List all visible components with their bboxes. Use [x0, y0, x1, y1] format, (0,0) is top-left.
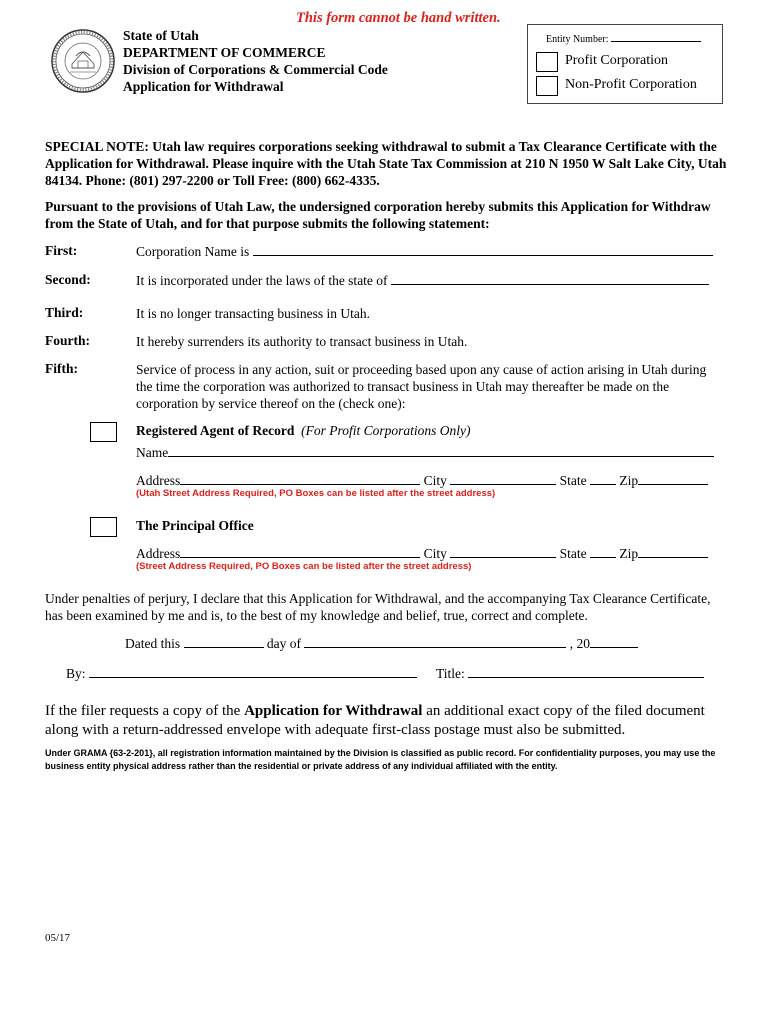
- agent-name-label: Name: [136, 445, 169, 460]
- principal-office-checkbox[interactable]: [90, 517, 117, 537]
- first-label: First:: [45, 243, 78, 258]
- signature-title-field[interactable]: [468, 665, 704, 678]
- fourth-text: It hereby surrenders its authority to transact business in Utah.: [136, 334, 468, 349]
- agent-zip-field[interactable]: [638, 472, 708, 485]
- entity-number-label: Entity Number:: [546, 32, 701, 45]
- grama-note: Under GRAMA {63-2-201}, all registration information maintained by the Division is classified as public record. For confidentiality purposes, you may use the business entity physical address rather than the residential or private address of any individual affiliated with the entity.: [45, 748, 716, 771]
- profit-corporation-checkbox[interactable]: [536, 52, 558, 72]
- agent-state-field[interactable]: [590, 472, 616, 485]
- registered-agent-checkbox[interactable]: [90, 422, 117, 442]
- non-profit-corporation-label: Non-Profit Corporation: [565, 77, 697, 92]
- signature-by-field[interactable]: [89, 665, 417, 678]
- corporation-name-field[interactable]: [253, 243, 713, 256]
- agent-name-row: [136, 444, 714, 461]
- entity-type-box: [527, 24, 723, 104]
- principal-address-row: Address City State Zip: [136, 545, 708, 562]
- profit-corporation-label: Profit Corporation: [565, 53, 669, 68]
- registered-agent-heading: Registered Agent of Record (For Profit Corporations Only): [136, 423, 471, 438]
- fifth-text: Service of process in any action, suit or proceeding based upon any cause of action arising in Utah during the time the corporation was authorized to transact business in Utah may thereafter be made on the corporation by service thereof on the (check one):: [136, 362, 707, 411]
- principal-city-field[interactable]: [450, 545, 556, 558]
- agent-city-field[interactable]: [450, 472, 556, 485]
- principal-zip-field[interactable]: [638, 545, 708, 558]
- incorporation-state-row: [136, 272, 709, 289]
- signature-by-row: By:: [66, 665, 417, 682]
- third-text: It is no longer transacting business in Utah.: [136, 306, 370, 321]
- header-department: DEPARTMENT OF COMMERCE: [123, 45, 326, 60]
- dated-month-field[interactable]: [304, 635, 566, 648]
- incorporation-state-label: It is incorporated under the laws of the state of: [136, 273, 388, 288]
- signature-title-row: Title:: [436, 665, 704, 682]
- dated-row: Dated this day of , 20: [125, 635, 638, 652]
- hand-written-warning: This form cannot be hand written.: [296, 10, 501, 26]
- principal-address-field[interactable]: [180, 545, 420, 558]
- incorporation-state-field[interactable]: [391, 272, 709, 285]
- header-form-title: Application for Withdrawal: [123, 79, 284, 94]
- principal-address-note: (Street Address Required, PO Boxes can be listed after the street address): [136, 561, 472, 572]
- principal-state-field[interactable]: [590, 545, 616, 558]
- corporation-name-row: [136, 243, 713, 260]
- fourth-label: Fourth:: [45, 333, 90, 348]
- dated-year-field[interactable]: [590, 635, 638, 648]
- corporation-name-label: Corporation Name is: [136, 244, 250, 259]
- form-version-code: 05/17: [45, 932, 71, 944]
- second-label: Second:: [45, 272, 91, 287]
- header-state: State of Utah: [123, 28, 199, 43]
- third-label: Third:: [45, 305, 84, 320]
- dated-day-field[interactable]: [184, 635, 264, 648]
- entity-number-field[interactable]: [611, 32, 701, 42]
- principal-office-heading: The Principal Office: [136, 518, 254, 533]
- fifth-label: Fifth:: [45, 361, 78, 376]
- perjury-declaration: Under penalties of perjury, I declare that this Application for Withdrawal, and the accompanying Tax Clearance Certificate, has been examined by me and is, to the best of my knowledge and belief, true, correct and complete.: [45, 591, 711, 623]
- non-profit-corporation-checkbox[interactable]: [536, 76, 558, 96]
- special-note: SPECIAL NOTE: Utah law requires corporations seeking withdrawal to submit a Tax Clearance Certificate with the Application for Withdrawal. Please inquire with the Utah State Tax Commission at 210 N 1950 W Salt Lake City, Utah 84134. Phone: (801) 297-2200 or Toll Free: (800) 662-4335.: [45, 139, 727, 188]
- header-division: Division of Corporations & Commercial Code: [123, 62, 388, 77]
- agent-address-field[interactable]: [180, 472, 420, 485]
- agent-address-row: Address City State Zip: [136, 472, 708, 489]
- pursuant-statement: Pursuant to the provisions of Utah Law, the undersigned corporation hereby submits this Application for Withdraw from the State of Utah, and for that purpose submits the following statement:: [45, 199, 711, 231]
- utah-state-seal-icon: [50, 28, 116, 94]
- agent-name-field[interactable]: [168, 444, 714, 457]
- agent-address-note: (Utah Street Address Required, PO Boxes can be listed after the street address): [136, 488, 496, 499]
- copy-request-note: If the filer requests a copy of the Application for Withdrawal an additional exact copy of the filed document along with a return-addressed envelope with adequate first-class postage must also be submitted.: [45, 703, 705, 738]
